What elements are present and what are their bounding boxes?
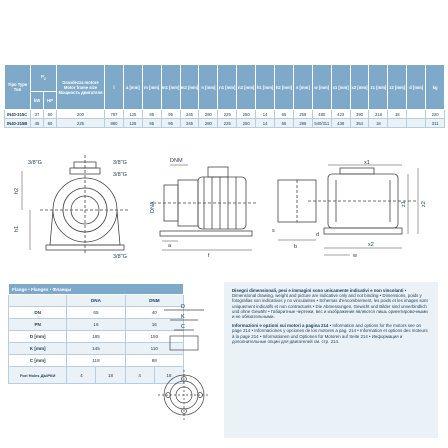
spec-header-frame: Grandezza motore Motor frame size Мощность двигателя [57,65,105,110]
spec-cell-kw: 37 [31,110,44,119]
spec-row [5,110,445,119]
notes-disclaimer [232,288,430,319]
spec-cell: 311 [426,119,445,128]
spec-header-col: m [mm] [142,65,161,110]
spec-cell: 540/311 [312,119,331,128]
pump-front-view-drawing [10,150,150,265]
flange-cell-dna-holes-n: 4 [67,367,96,384]
spec-header-col: kg [426,65,445,110]
spec-cell: 225 [218,110,237,119]
flange-cell-dnm: 40 [125,307,183,319]
flange-row-label: C [mm] [9,355,67,367]
spec-cell [388,119,407,128]
spec-cell: 250 [237,119,256,128]
dim-label-z2: z2 [421,201,427,207]
spec-header-col: h2 [mm] [275,65,294,110]
flange-label-C: C [181,324,185,330]
spec-header-col: h1 [mm] [256,65,275,110]
spec-row [5,119,445,128]
spec-cell: 225 [218,119,237,128]
flange-cell-dnm-holes-d: 18 [154,367,183,384]
spec-cell: 65 [275,110,294,119]
notes-motor-info-lead: Informazioni e opzioni sui motori a pagina 214 [232,323,329,329]
flange-label-D: D [181,304,185,310]
flange-row-label: D [mm] [9,331,67,343]
spec-cell: 95 [161,119,180,128]
spec-cell: 14 [256,119,275,128]
dim-label-h2: h2 [14,187,20,194]
spec-header-col: a [mm] [123,65,142,110]
spec-cell: 95 [142,110,161,119]
flange-cell-dnm: 150 [125,331,183,343]
spec-cell-type: IN40-315C [5,110,31,119]
spec-cell [407,110,426,119]
spec-cell [407,119,426,128]
spec-cell: 280 [199,119,218,128]
spec-cell: 220 [426,110,445,119]
spec-header-col: w [mm] [312,65,331,110]
spec-header-col: n [mm] [199,65,218,110]
thread-label-g1: 3/8"G [28,160,42,166]
spec-cell: 345 [180,119,199,128]
dim-label-x1: x1 [364,160,370,166]
dim-label-b: b [294,244,298,250]
spec-cell: 18 [388,110,407,119]
spec-header-kw: kW [31,91,44,109]
spec-cell: 438 [331,119,350,128]
dim-label-d: d [316,232,320,238]
spec-header-p2 [31,65,57,92]
flange-cell-dnm: 110 [125,343,183,355]
spec-cell: 345 [180,110,199,119]
dim-label-w: w [353,253,357,259]
spec-cell-type: IN40-315B [5,119,31,128]
flange-cell-dna: 145 [67,343,125,355]
flange-row-label: Fori Holes ДЫРКИ [9,367,67,384]
spec-table [4,64,445,128]
spec-cell: 125 [123,119,142,128]
spec-header-col: z1 [mm] [369,65,388,110]
flange-cell-dna: 185 [67,331,125,343]
flange-detail-drawing [152,300,220,440]
spec-cell: 14 [256,110,275,119]
flange-cell-dnm: 16 [125,319,183,331]
flange-row-label: DN [9,307,67,319]
spec-header-hp: HP [44,91,57,109]
flange-title-row [9,284,184,295]
spec-cell: 256 [293,110,312,119]
spec-header-col: x1 [mm] [331,65,350,110]
flange-cell-dna: 118 [67,355,125,367]
dim-label-h1: h1 [14,225,20,232]
spec-cell: 95 [161,110,180,119]
pump-end-view-drawing [268,160,444,260]
spec-cell-kw: 45 [31,119,44,128]
flange-cell-dna-holes-d: 18 [96,367,125,384]
spec-header-type: Tipo Type Тип [5,65,31,110]
flange-cell-dnm: 88 [125,355,183,367]
flange-cell-dna: 65 [67,307,125,319]
flange-cell-dna: 16 [67,319,125,331]
spec-cell: 65 [275,119,294,128]
spec-cell: 354 [350,119,369,128]
thread-label-g2: 3/8"G [113,160,127,166]
spec-cell: 286 [293,119,312,128]
spec-header-col: z2 [mm] [388,65,407,110]
flange-header-dnm: DNM [125,295,183,307]
spec-cell: 880 [105,119,124,128]
spec-cell: 280 [199,110,218,119]
dim-label-x2: x2 [368,242,374,248]
spec-header-p2-main: P [41,73,44,79]
dim-label-z1: z1 [401,201,407,207]
flange-table-title: Flange • Flanges • Фланцы [9,284,184,295]
spec-header-col: l [105,65,124,110]
spec-cell: 390 [350,110,369,119]
spec-cell: 250 [237,110,256,119]
spec-cell: 95 [142,119,161,128]
spec-header-col: s [mm] [293,65,312,110]
spec-cell: 318 [369,110,388,119]
spec-cell: 18 [369,119,388,128]
thread-label-g4: 3/8"G [113,254,127,260]
pump-side-view-drawing [148,155,263,260]
spec-header-col: x2 [mm] [350,65,369,110]
spec-header-row [5,65,445,92]
flange-row-label: PN [9,319,67,331]
spec-header-col: d [mm] [407,65,426,110]
spec-cell: 480 [312,110,331,119]
spec-header-p2-sub: 2 [43,76,46,81]
flange-label-K: K [181,314,185,320]
flange-header-blank [9,295,67,307]
dim-label-a: a [168,243,172,249]
spec-cell-frame: 225 [57,119,105,128]
dim-label-s: s [272,228,275,234]
dim-label-dna: DNA [150,201,156,213]
notes-panel [224,282,438,438]
thread-label-g3: 3/8"G [113,172,127,178]
spec-header-col: n2 [mm] [237,65,256,110]
notes-motor-info-text: • Information and options for the motors see on page 214 • Informaciones y opciones de los motores a pag. 214 • Information et options des moteurs à la page 214 • Informationen und Optionen für Motoren auf Seite 214 • Информация и дополнительные опции для двигателей см. стр. 214. [232,323,428,344]
spec-cell-frame: 200 [57,110,105,119]
spec-cell: 423 [331,110,350,119]
spec-cell: 125 [123,110,142,119]
dim-label-dnm: DNM [170,158,183,164]
spec-cell-hp: 60 [44,119,57,128]
spec-header-col: m2 [mm] [180,65,199,110]
flange-cell-dnm-holes-n: 4 [125,367,154,384]
spec-cell-hp: 50 [44,110,57,119]
notes-disclaimer-lead: Disegni dimensionali, pesi e immagini sono unicamente indicativi e non vincolanti [232,288,404,293]
flange-row-label: K [mm] [9,343,67,355]
spec-header-col: n1 [mm] [218,65,237,110]
spec-header-col: m1 [mm] [161,65,180,110]
spec-cell: 787 [105,110,124,119]
notes-motor-info [232,323,430,344]
notes-disclaimer-text: • Dimensional drawing, weight and picture are indicative only and not binding • Dimensions, poids y fotografias son indicativos y no vinculantes • Schemas d'encombrement, les poids et les images sont uniquement indicatifs et non contractuels • Die Abmessungen, Gewicht und Bilder sind unverbindlich und ohne Gewähr • Габаритные чертежи, вес и изображения являются лишь ориентировочными и не обязательными. [232,288,428,320]
flange-header-dna: DNA [67,295,125,307]
dim-label-f: f [208,253,210,259]
